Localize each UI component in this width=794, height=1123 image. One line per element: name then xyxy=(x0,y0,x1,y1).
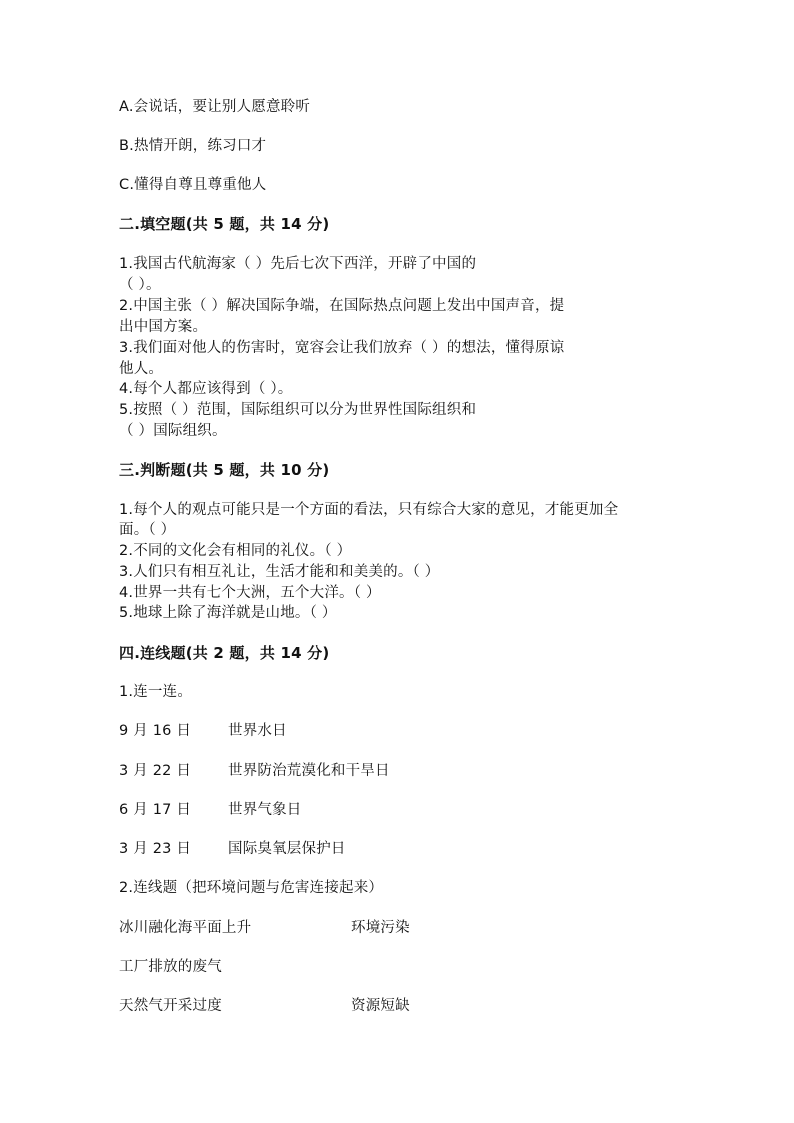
matching-q1-prompt: 1.连一连。 xyxy=(119,684,193,700)
judgement-line: 面。（ ） xyxy=(119,522,176,538)
matching-problem: 天然气开采过度 xyxy=(119,998,222,1014)
section-heading-fill-blank: 二.填空题(共 5 题，共 14 分) xyxy=(119,215,330,233)
matching-day: 世界气象日 xyxy=(228,802,302,818)
choice-option-a: A.会说话，要让别人愿意聆听 xyxy=(119,99,311,115)
fill-blank-line: 出中国方案。 xyxy=(119,319,208,335)
matching-consequence: 资源短缺 xyxy=(351,998,410,1014)
fill-blank-line: 1.我国古代航海家（ ）先后七次下西洋，开辟了中国的 xyxy=(119,256,477,272)
fill-blank-line: 他人。 xyxy=(119,361,164,377)
matching-date: 6 月 17 日 xyxy=(119,802,192,818)
matching-day: 国际臭氧层保护日 xyxy=(228,841,346,857)
judgement-line: 4.世界一共有七个大洲，五个大洋。（ ） xyxy=(119,585,381,601)
matching-q2-prompt: 2.连线题（把环境问题与危害连接起来） xyxy=(119,880,384,896)
fill-blank-line: 5.按照（ ）范围，国际组织可以分为世界性国际组织和 xyxy=(119,402,477,418)
matching-date: 3 月 23 日 xyxy=(119,841,192,857)
matching-problem: 工厂排放的废气 xyxy=(119,959,222,975)
matching-date: 3 月 22 日 xyxy=(119,763,192,779)
matching-date: 9 月 16 日 xyxy=(119,723,192,739)
section-heading-matching: 四.连线题(共 2 题，共 14 分) xyxy=(119,644,330,662)
choice-option-c: C.懂得自尊且尊重他人 xyxy=(119,177,267,193)
fill-blank-line: 2.中国主张（ ）解决国际争端，在国际热点问题上发出中国声音，提 xyxy=(119,298,565,314)
judgement-line: 5.地球上除了海洋就是山地。（ ） xyxy=(119,605,337,621)
matching-day: 世界水日 xyxy=(228,723,287,739)
matching-problem: 冰川融化海平面上升 xyxy=(119,920,252,936)
fill-blank-line: （ ）。 xyxy=(119,277,161,293)
fill-blank-line: 4.每个人都应该得到（ ）。 xyxy=(119,381,293,397)
section-heading-judgement: 三.判断题(共 5 题，共 10 分) xyxy=(119,461,330,479)
judgement-line: 2.不同的文化会有相同的礼仪。（ ） xyxy=(119,543,352,559)
matching-consequence: 环境污染 xyxy=(351,920,410,936)
fill-blank-line: 3.我们面对他人的伤害时，宽容会让我们放弃（ ）的想法，懂得原谅 xyxy=(119,340,565,356)
judgement-line: 3.人们只有相互礼让，生活才能和和美美的。（ ） xyxy=(119,564,440,580)
fill-blank-line: （ ）国际组织。 xyxy=(119,423,227,439)
matching-day: 世界防治荒漠化和干旱日 xyxy=(228,763,390,779)
judgement-line: 1.每个人的观点可能只是一个方面的看法，只有综合大家的意见，才能更加全 xyxy=(119,502,619,518)
choice-option-b: B.热情开朗，练习口才 xyxy=(119,138,267,154)
